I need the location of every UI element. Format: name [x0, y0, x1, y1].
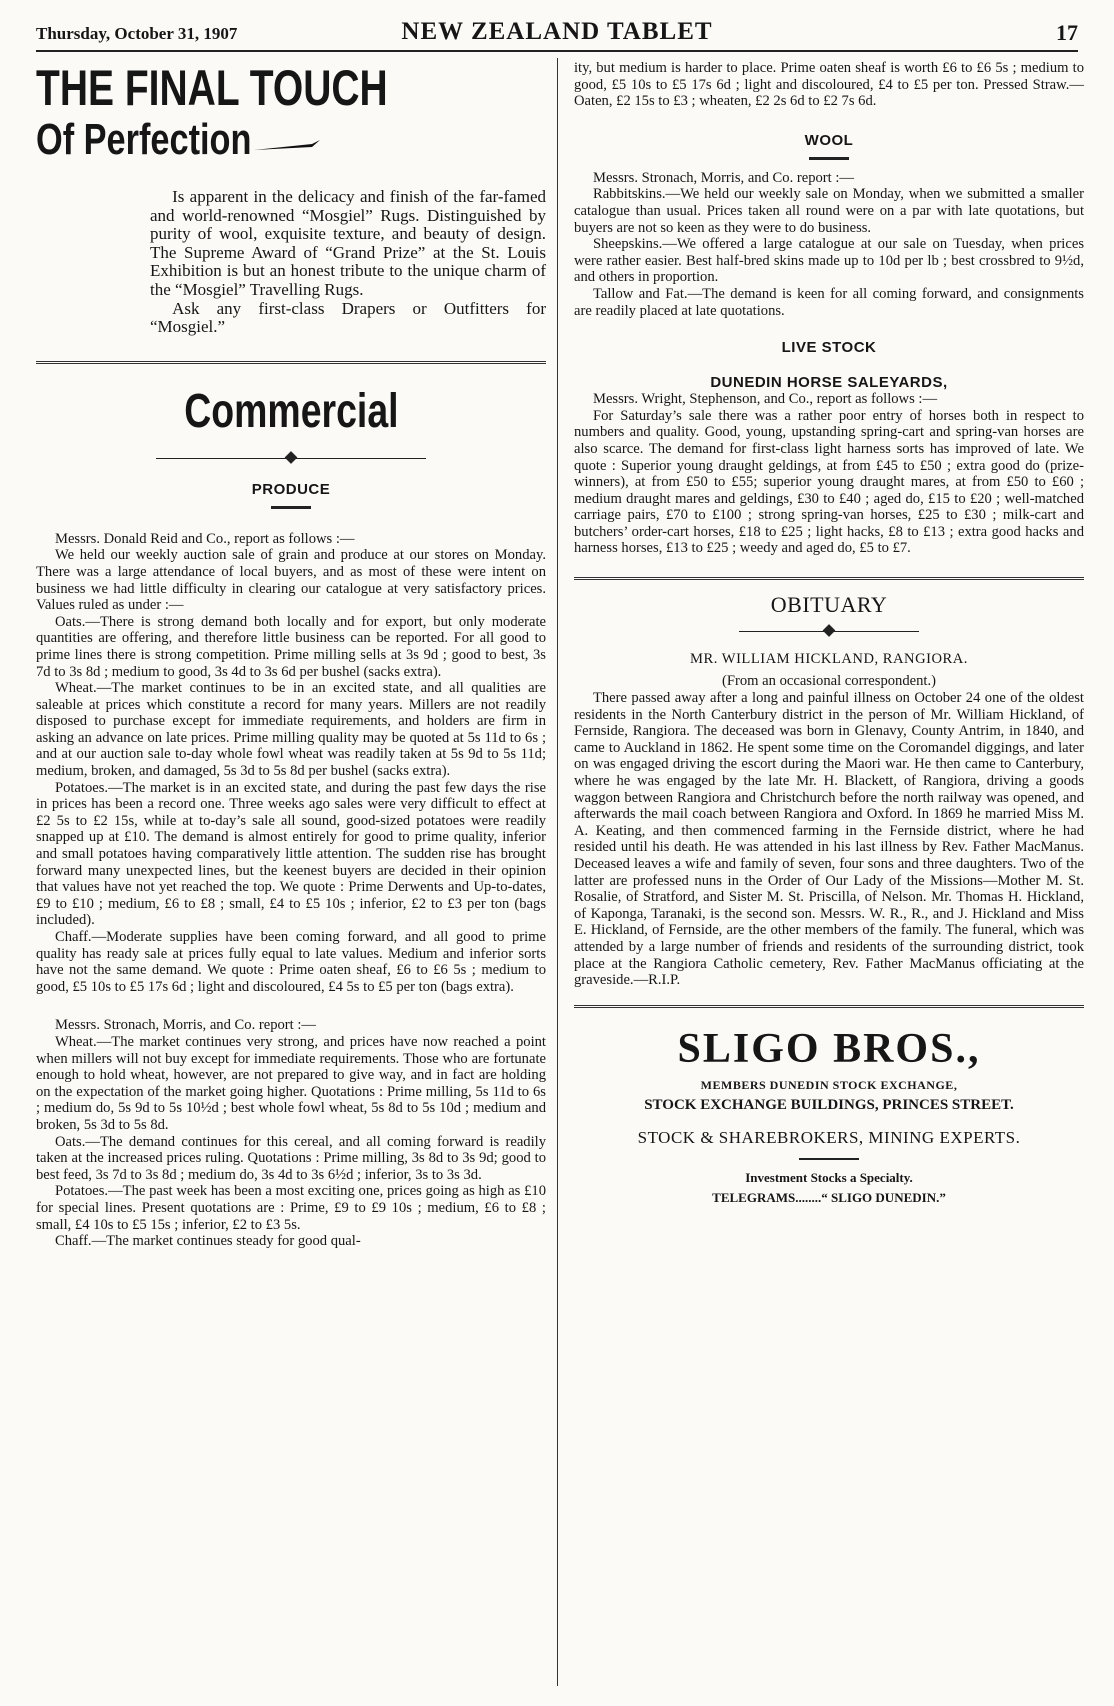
- reid-intro: Messrs. Donald Reid and Co., report as follows :—: [54, 530, 355, 547]
- stronach-paragraph: Wheat.—The market continues very strong, and prices have now reached a point when millers will not buy except for immediate requirements. Those who are fortunate enough to hold wheat, however, are not prepared to give way, and in fact are holding on the expectation of the market going higher. Quotations : Prime milling, 5s 11d to 6s ; medium do, 5s 9d to 5s 10½d ; best whole fowl wheat, 5s 8d to 5s 10d ; medium and broken, 5s 3d to 5s 8d.: [36, 1033, 546, 1133]
- reid-paragraph: Potatoes.—The market is in an excited state, and during the past few days the rise in prices has been a record one. Three weeks ago sales were very difficult to effect at £2 5s to £2 15s, while at to-day’s sale all sound, good-sized potatoes were readily snapped up at £10. The demand is almost entirely for good to prime quality, inferior and small potatoes having comparatively little attention. The sudden rise has brought forward many unexpected lines, but the keenest buyers are decided in their opinion that values have not yet reached the top. We quote : Prime Derwents and Up-to-dates, £9 to £10 ; medium, £6 to £8 ; small, £4 to £5 10s ; inferior, £2 to £3 per ton (bags included).: [36, 779, 546, 929]
- stronach-paragraph: Potatoes.—The past week has been a most exciting one, prices going as high as £10 for special lines. Present quotations are : Prime, £9 to £9 10s ; medium, £6 to £8 ; small, £4 10s to £5 15s ; inferior, £2 to £3 5s.: [36, 1183, 546, 1233]
- wool-heading: WOOL: [804, 131, 854, 149]
- stronach-paragraph: Chaff.—The market continues steady for good qual-: [54, 1233, 361, 1250]
- header-date: Thursday, October 31, 1907: [36, 24, 238, 43]
- obituary-byline: (From an occasional correspondent.): [722, 673, 936, 690]
- obituary-paragraph: There passed away after a long and painful illness on October 24 one of the oldest residents in the North Canterbury district in the person of Mr. William Hickland, of Fernside, Rangiora. The deceased was born in Glenavy, County Antrim, in 1840, and came to Auckland in 1862. He spent some time on the Coromandel diggings, and later on was engaged driving the escort during the Maori war. He then came to Canterbury, where he was engaged by the late Mr. H. Blackett, of Rangiora, driving a goods waggon between Rangiora and Christchurch before the north railway was opened, and afterwards the mail coach between Rangiora and Oxford. In 1869 he married Miss M. A. Keating, and then commenced farming in the Fernside district, where he had resided until his death. He was attended in his last illness by Rev. Father MacManus. Deceased leaves a wife and family of seven, four sons and three daughters. Two of the latter are professed nuns in the Order of Our Lady of the Missions—Mother M. St. Rosalie, of Stratford, and Sister M. St. Priscilla, of Nelson. Mr. Thomas H. Hickland, of Kaponga, Taranaki, is the second son. Messrs. W. R., R., and J. Hickland and Miss E. Hickland, of Fernside, are the other members of the family. The funeral, which was attended by a large number of friends and residents of the surrounding district, took place at the Rangiora Catholic cemetery, Rev. Father MacManus officiating at the graveside.—R.I.P.: [574, 690, 1084, 989]
- column-divider: [557, 58, 558, 1686]
- obituary-heading: OBITUARY: [770, 592, 888, 618]
- wool-paragraph: Rabbitskins.—We held our weekly sale on Monday, when we submitted a smaller catalogue than usual. Prices taken all round were on a par with late quotations, but buyers are not so keen as they were to do business.: [574, 186, 1084, 236]
- sligo-investment: Investment Stocks a Specialty.: [745, 1169, 913, 1185]
- reid-paragraph: We held our weekly auction sale of grain and produce at our stores on Monday. There was a large attendance of local buyers, and as most of these were intent on business we had little difficulty in clearing our catalogue at very satisfactory prices. Values ruled as under :—: [36, 547, 546, 614]
- livestock-heading: LIVE STOCK: [781, 339, 877, 357]
- page-number: 17: [1056, 20, 1078, 45]
- section-separator: [574, 577, 1084, 580]
- ad-subheadline: Of Perfection: [36, 115, 252, 164]
- commercial-heading-wrap: [36, 384, 546, 439]
- sligo-telegrams: TELEGRAMS........“ SLIGO DUNEDIN.”: [712, 1189, 946, 1205]
- section-separator: [36, 361, 546, 364]
- page-header: [36, 18, 1078, 52]
- sligo-members: MEMBERS DUNEDIN STOCK EXCHANGE,: [700, 1077, 958, 1092]
- reid-paragraph: Chaff.—Moderate supplies have been coming forward, and all good to prime quality has ready sale at prices fully equal to late values. Medium and inferior sorts have not the same demand. We quote : Prime oaten sheaf, £6 to £6 5s ; medium to good, £5 10s to £5 17s 6d ; light and discoloured, £4 5s to £5 per ton (bags extra).: [36, 929, 546, 995]
- ad-subheadline-row: [36, 116, 546, 164]
- sligo-tagline: STOCK & SHAREBROKERS, MINING EXPERTS.: [637, 1127, 1021, 1147]
- ad-body: [150, 188, 546, 337]
- obituary-title: MR. WILLIAM HICKLAND, RANGIORA.: [690, 651, 968, 668]
- masthead-title: NEW ZEALAND TABLET: [401, 18, 713, 45]
- ad-paragraph: Ask any first-class Drapers or Outfitters for “Mosgiel.”: [150, 298, 546, 337]
- diamond-rule: [156, 451, 426, 467]
- ad-headline: THE FINAL TOUCH: [36, 60, 388, 116]
- mosgiel-advertisement: [36, 60, 546, 337]
- diamond-rule: [739, 624, 919, 640]
- flourish-icon: [252, 138, 322, 152]
- reid-paragraph: Wheat.—The market continues to be in an excited state, and all qualities are saleable at prices which constitute a record for many years. Millers are not readily disposed to purchase except for immediate requirements, and holders are firm in asking an advance on late prices. Prime milling quality may be quoted at 5s 11d to 6s ; and at our auction sale to-day whole fowl wheat was readily taken at 5s 9d to 5s 11d; medium, broken, and damaged, 5s 3d to 5s 8d per bushel (sacks extra).: [36, 680, 546, 780]
- sligo-advertisement: [574, 1005, 1084, 1206]
- right-column: [574, 60, 1084, 1206]
- saleyards-heading: DUNEDIN HORSE SALEYARDS,: [710, 374, 948, 392]
- sligo-name: SLIGO BROS.,: [677, 1025, 981, 1072]
- stronach-intro: Messrs. Stronach, Morris, and Co. report :—: [54, 1017, 317, 1034]
- chaff-continuation: ity, but medium is harder to place. Prime oaten sheaf is worth £6 to £6 5s ; medium to good, £5 10s to £5 17s 6d ; light and discoloured, £4 to £5 per ton. Pressed Straw.—Oaten, £2 15s to £3 ; wheaten, £2 2s 6d to £2 7s 6d.: [574, 60, 1084, 110]
- produce-heading: PRODUCE: [251, 480, 331, 498]
- short-rule: [799, 1158, 859, 1160]
- livestock-paragraph: For Saturday’s sale there was a rather poor entry of horses both in respect to numbers and quality. Good, young, upstanding spring-cart and spring-van horses are also scarce. The demand for first-class light harness sorts has improved of late. We quote : Superior young draught geldings, at from £45 to £50 ; extra good do (prize-winners), at from £50 to £55; superior young draught mares, at from £50 to £60 ; medium draught mares and geldings, £30 to £40 ; aged do, £15 to £20 ; well-matched carriage pairs, £70 to £100 ; strong spring-van horses, £25 to £30 ; milk-cart and butchers’ order-cart horses, £18 to £25 ; light hacks, £8 to £13 ; extra good hacks and harness horses, £13 to £25 ; weedy and aged do, £5 to £7.: [574, 407, 1084, 557]
- sligo-address: STOCK EXCHANGE BUILDINGS, PRINCES STREET.: [644, 1096, 1014, 1113]
- wool-intro: Messrs. Stronach, Morris, and Co. report :—: [592, 169, 855, 186]
- reid-paragraph: Oats.—There is strong demand both locally and for export, but only moderate quantities are offering, and therefore little business can be reported. For all good to prime lines there is strong competition. Prime milling sells at 3s 9d ; good to best, 3s 7d to 3s 8d ; medium to good, 3s 4d to 3s 6d per bushel (sacks extra).: [36, 613, 546, 680]
- left-column: [36, 60, 546, 1250]
- wool-paragraph: Tallow and Fat.—The demand is keen for all coming forward, and consignments are readily placed at late quotations.: [574, 285, 1084, 319]
- commercial-heading: Commercial: [183, 384, 399, 438]
- stronach-paragraph: Oats.—The demand continues for this cereal, and all coming forward is readily taken at the increased prices ruling. Quotations : Prime milling, 3s 8d to 3s 9d; good to best feed, 3s 7d to 3s 8d ; medium do, 3s 4d to 3s 6½d ; inferior, 3s to 3s 3d.: [36, 1133, 546, 1183]
- livestock-intro: Messrs. Wright, Stephenson, and Co., report as follows :—: [592, 391, 938, 408]
- ad-paragraph: Is apparent in the delicacy and finish of the far-famed and world-renowned “Mosgiel” Rugs. Distinguished by purity of wool, exquisite texture, and beauty of design. The Supreme Award of “Grand Prize” at the St. Louis Exhibition is but an honest tribute to the unique charm of the “Mosgiel” Travelling Rugs.: [150, 187, 546, 299]
- wool-paragraph: Sheepskins.—We offered a large catalogue at our sale on Tuesday, when prices were rather easier. Best half-bred skins made up to 10d per lb ; best crossbred to 9½d, and others in proportion.: [574, 236, 1084, 286]
